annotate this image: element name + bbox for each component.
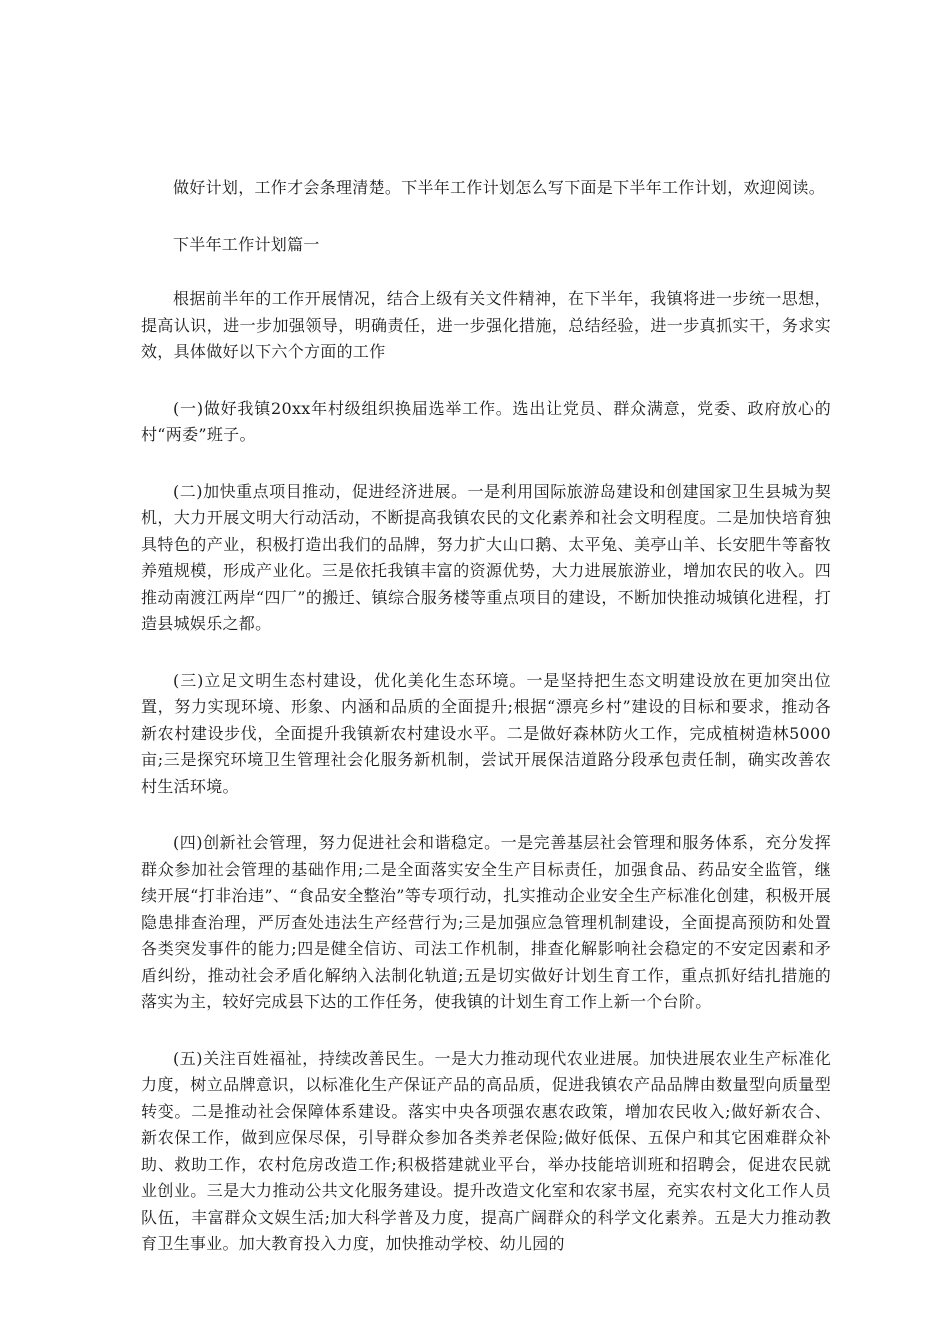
body-paragraph: (五)关注百姓福祉，持续改善民生。一是大力推动现代农业进展。加快进展农业生产标准化力度，树立品牌意识，以标准化生产保证产品的高品质，促进我镇农产品品牌由数量型向质量型转变。二是推动社会保障体系建设。落实中央各项强农惠农政策，增加农民收入;做好新农合、新农保工作，做到应保尽保，引导群众参加各类养老保险;做好低保、五保户和其它困难群众补助、救助工作，农村危房改造工作;积极搭建就业平台，举办技能培训班和招聘会，促进农民就业创业。三是大力推动公共文化服务建设。提升改造文化室和农家书屋，充实农村文化工作人员队伍，丰富群众文娱生活;加大科学普及力度，提高广阔群众的科学文化素养。五是大力推动教育卫生事业。加大教育投入力度，加快推动学校、幼儿园的 [141,1048,831,1253]
body-paragraph: (二)加快重点项目推动，促进经济进展。一是利用国际旅游岛建设和创建国家卫生县城为契机，大力开展文明大行动活动，不断提高我镇农民的文化素养和社会文明程度。二是加快培育独具特色的产业，积极打造出我们的品牌，努力扩大山口鹅、太平兔、美亭山羊、长安肥牛等畜牧养殖规模，形成产业化。三是依托我镇丰富的资源优势，大力进展旅游业，增加农民的收入。四推动南渡江两岸“四厂”的搬迁、镇综合服务楼等重点项目的建设，不断加快推动城镇化进程，打造县城娱乐之都。 [141,481,831,633]
body-paragraph: (一)做好我镇20xx年村级组织换届选举工作。选出让党员、群众满意，党委、政府放心的村“两委”班子。 [141,398,831,444]
body-paragraph: 根据前半年的工作开展情况，结合上级有关文件精神，在下半年，我镇将进一步统一思想，提高认识，进一步加强领导，明确责任，进一步强化措施，总结经验，进一步真抓实干，务求实效，具体做好以下六个方面的工作 [141,289,831,361]
intro-paragraph: 做好计划，工作才会条理清楚。下半年工作计划怎么写下面是下半年工作计划，欢迎阅读。 [173,178,826,197]
section-heading: 下半年工作计划篇一 [173,234,320,254]
body-paragraph: (三)立足文明生态村建设，优化美化生态环境。一是坚持把生态文明建设放在更加突出位置，努力实现环境、形象、内涵和品质的全面提升;根据“漂亮乡村”建设的目标和要求，推动各新农村建设步伐，全面提升我镇新农村建设水平。二是做好森林防火工作，完成植树造林5000亩;三是探究环境卫生管理社会化服务新机制，尝试开展保洁道路分段承包责任制，确实改善农村生活环境。 [141,670,831,796]
body-paragraph: (四)创新社会管理，努力促进社会和谐稳定。一是完善基层社会管理和服务体系，充分发挥群众参加社会管理的基础作用;二是全面落实安全生产目标责任，加强食品、药品安全监管，继续开展“打非治违”、“食品安全整治”等专项行动，扎实推动企业安全生产标准化创建，积极开展隐患排查治理，严厉查处违法生产经营行为;三是加强应急管理机制建设，全面提高预防和处置各类突发事件的能力;四是健全信访、司法工作机制，排查化解影响社会稳定的不安定因素和矛盾纠纷，推动社会矛盾化解纳入法制化轨道;五是切实做好计划生育工作，重点抓好结扎措施的落实为主，较好完成县下达的工作任务，使我镇的计划生育工作上新一个台阶。 [141,833,831,1011]
document-body [141,175,831,1288]
